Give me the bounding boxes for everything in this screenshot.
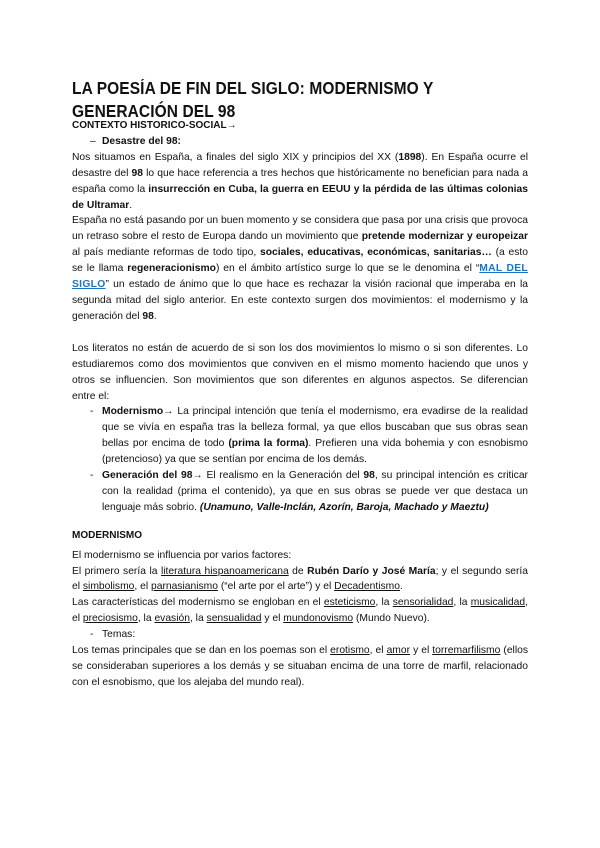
bullet-desastre: [72, 134, 528, 150]
item-label: Modernismo: [102, 406, 164, 418]
bullet-dash: –: [90, 135, 96, 147]
paragraph-factores: El modernismo se influencia por varios factores:: [72, 549, 292, 561]
item-label: Generación del 98: [102, 470, 193, 482]
bullet-label: Desastre del 98:: [102, 135, 181, 147]
paragraph-desastre: Nos situamos en España, a finales del siglo XIX y principios del XX (1898). En España ocurre el desastre del 98 lo que hace referencia a tres hechos que históricamente no benefician para nada a españa como la insurrección en Cuba, la guerra en EEUU y la pérdida de las últimas colonias de Ultramar.: [72, 151, 528, 211]
section-heading-contexto: CONTEXTO HISTORICO-SOCIAL→: [72, 120, 237, 131]
list-dash: -: [90, 406, 94, 418]
list-dash: -: [90, 629, 94, 641]
paragraph-regeneracionismo: España no está pasando por un buen momento y se considera que pasa por una crisis que provoca un retraso sobre el resto de Europa dando un movimiento que pretende modernizar y europeizar al país mediante reformas de todo tipo, sociales, educativas, económicas, sanitarias… (a esto se le llama regeneracionismo) en el ámbito artístico surge lo que se le denomina el “MAL DEL SIGLO” un estado de ánimo que lo que hace es rechazar la visión racional que imperaba en la segunda mitad del siglo anterior. En este contexto surgen dos movimientos: el modernismo y la generación del 98.: [72, 215, 529, 322]
paragraph-temas: Los temas principales que se dan en los poemas son el erotismo, el amor y el torremarfilismo (ellos se consideraban superiores a los demás y se situaban encima de una torre de marfil, relacionado con el esnobismo, que los alejaba del mundo real).: [72, 645, 528, 688]
list-dash: -: [90, 470, 94, 482]
paragraph-literatos: Los literatos no están de acuerdo de si son los dos movimientos lo mismo o si son diferentes. Lo estudiaremos como dos movimientos que conviven en el mismo momento haciendo que unos y otros se influencien. Son movimientos que son diferentes en algunos aspectos. Se diferencian entre el:: [72, 342, 528, 402]
document-body: [72, 118, 528, 691]
page-title: LA POESÍA DE FIN DEL SIGLO: MODERNISMO Y GENERACIÓN DEL 98: [72, 79, 434, 122]
list-item-generacion: - Generación del 98→ El realismo en la Generación del 98, su principal intención es criticar con la realidad (prima el contenido), ya que en sus obras se puede ver que destaca un lenguaje más sobrio. (Unamuno, Valle-Inclán, Azorín, Baroja, Machado y Maeztu): [72, 468, 528, 516]
bullet-temas: [72, 627, 528, 643]
temas-label: Temas:: [102, 629, 136, 641]
mal-del-siglo-link[interactable]: MAL DEL SIGLO: [72, 263, 529, 291]
paragraph-caracteristicas: Las características del modernismo se engloban en el esteticismo, la sensorialidad, la musicalidad, el preciosismo, la evasión, la sensualidad y el mundonovismo (Mundo Nuevo).: [72, 597, 528, 625]
list-item-modernismo: - Modernismo→ La principal intención que tenía el modernismo, era evadirse de la realidad que se vivía en españa tras la belleza formal, ya que ellos buscaban que sus obras sean bellas por encima de todo (prima la forma). Prefieren una vida bohemia y con esnobismo (pretencioso) ya que se sentían por encima de los demás.: [72, 404, 528, 468]
paragraph-influencias: El primero sería la literatura hispanoamericana de Rubén Darío y José María; y el segundo sería el simbolismo, el parnasianismo (“el arte por el arte”) y el Decadentismo.: [72, 565, 528, 593]
section-heading-modernismo: MODERNISMO: [72, 529, 142, 541]
